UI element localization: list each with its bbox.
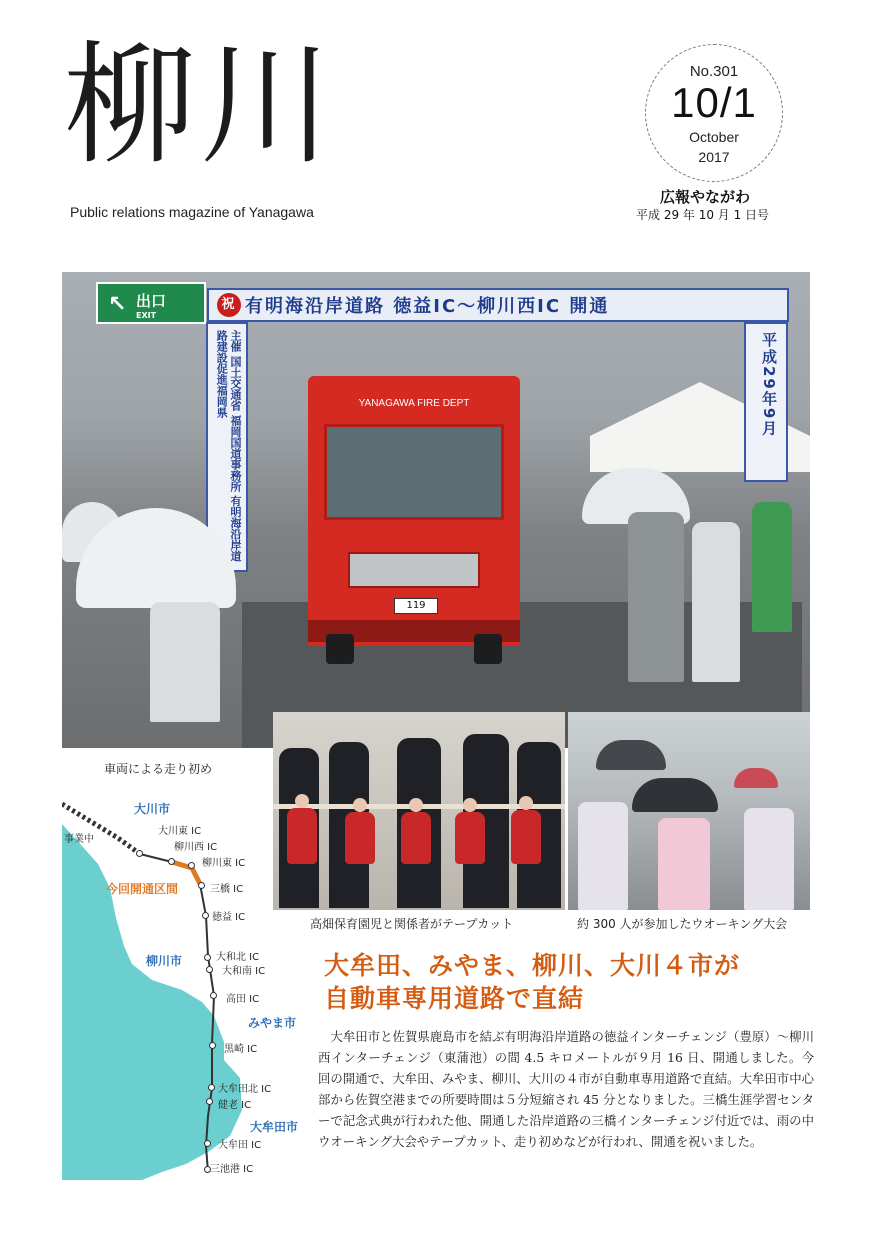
ic-label-yamato-minami: 大和南 IC (222, 966, 266, 977)
walker (658, 818, 710, 910)
ic-label-okawa-higashi: 大川東 IC (158, 826, 202, 837)
ic-marker (188, 862, 195, 869)
ic-label-miike-port: 三池港 IC (210, 1164, 254, 1175)
under-construction-label: 事業中 (64, 834, 94, 845)
ic-label-takada: 高田 IC (226, 994, 260, 1005)
umbrella (734, 768, 778, 788)
fire-truck-wheel (474, 634, 502, 664)
ic-marker (198, 882, 205, 889)
child-face (519, 796, 533, 810)
ic-marker (209, 1042, 216, 1049)
arch-text: 有明海沿岸道路 徳益IC～柳川西IC 開通 (245, 296, 610, 317)
walking-event-photo (568, 712, 810, 910)
celebration-mark: 祝 (217, 293, 241, 317)
ic-marker (206, 1098, 213, 1105)
ic-label-yanagawa-nishi: 柳川西 IC (174, 842, 218, 853)
ic-label-kurosaki: 黒崎 IC (224, 1044, 258, 1055)
arrow-up-left-icon: ↖ (108, 292, 127, 317)
ic-marker (206, 966, 213, 973)
arch-right-pillar: 平成29年9月 (744, 322, 788, 482)
fire-truck (308, 376, 520, 646)
headline-line-1: 大牟田、みやま、柳川、大川４市が (324, 951, 741, 980)
ic-marker (210, 992, 217, 999)
fire-truck-label: YANAGAWA FIRE DEPT (358, 398, 470, 409)
umbrella (632, 778, 718, 812)
child-face (409, 798, 423, 812)
ic-label-yanagawa-higashi: 柳川東 IC (202, 858, 246, 869)
article-body: 大牟田市と佐賀県鹿島市を結ぶ有明海沿岸道路の徳益インターチェンジ（豊原）～柳川西インターチェンジ（東蒲池）の間 4.5 キロメートルが９月 16 日、開通しました。今回の開通で、大牟田、みやま、柳川、大川の４市が自動車専用道路で直結。大牟田市中心部から佐賀空港までの所要時間は５分短縮され 45 分となりました。三橋生涯学習センターで記念式典が行われた他、開通した沿岸道路の三橋インターチェンジ付近では、雨の中ウオーキング大会やテープカット、走り初めなどが行われ、開通を祝いました。 (318, 1029, 814, 1149)
ic-label-yamato-kita: 大和北 IC (216, 952, 260, 963)
ic-label-omuta-kita: 大牟田北 IC (218, 1084, 272, 1095)
child-face (463, 798, 477, 812)
ic-marker (168, 858, 175, 865)
city-label-okawa: 大川市 (134, 802, 171, 816)
main-photo (62, 272, 810, 748)
route-map (62, 780, 306, 1180)
exit-sign-label: 出口 (136, 292, 167, 310)
headline-line-2: 自動車専用道路で直結 (324, 983, 585, 1013)
fire-truck-windshield (324, 424, 504, 520)
publication-date: 平成 29 年 10 月 1 日号 (636, 208, 770, 222)
city-label-omuta: 大牟田市 (250, 1120, 299, 1134)
ic-label-omuta: 大牟田 IC (218, 1140, 262, 1151)
walker (578, 802, 628, 910)
tape-cut-caption: 高畑保育園児と関係者がテープカット (310, 917, 514, 931)
spectator (692, 522, 740, 682)
tape-cut-photo (273, 712, 565, 910)
issue-number: No.301 (689, 63, 739, 80)
spectator (628, 512, 684, 682)
new-section-label: 今回開通区間 (106, 882, 179, 896)
ariake-sea (62, 824, 242, 1180)
child (345, 812, 375, 864)
walking-event-caption: 約 300 人が参加したウオーキング大会 (577, 917, 788, 931)
child (455, 812, 485, 864)
article-headline (324, 950, 814, 1015)
ic-label-kenro: 健老 IC (218, 1100, 252, 1111)
fire-truck-plate: 119 (394, 598, 438, 614)
main-photo-caption: 車両による走り初め (104, 762, 213, 776)
child (511, 810, 541, 864)
ic-marker (204, 954, 211, 961)
ic-label-mitsuhashi: 三橋 IC (210, 884, 244, 895)
issue-badge (645, 44, 783, 182)
fire-truck-grille (348, 552, 480, 588)
issue-month: October (689, 129, 739, 145)
umbrella (596, 740, 666, 770)
magazine-title: 柳川 (64, 29, 336, 183)
issue-date: 10/1 (671, 79, 757, 126)
spectator (150, 602, 220, 722)
exit-sign (96, 282, 206, 324)
exit-sign-sublabel: EXIT (136, 311, 157, 320)
opening-arch (207, 288, 789, 322)
magazine-subtitle: Public relations magazine of Yanagawa (70, 204, 314, 220)
ic-label-tokumasu: 徳益 IC (212, 912, 246, 923)
spectator (752, 502, 792, 632)
issue-year: 2017 (698, 149, 730, 165)
child (401, 812, 431, 864)
city-label-yanagawa: 柳川市 (146, 954, 183, 968)
city-label-miyama: みやま市 (248, 1016, 297, 1030)
ic-marker (208, 1084, 215, 1091)
publication-name: 広報やながわ (660, 188, 751, 206)
ic-marker (204, 1140, 211, 1147)
fire-truck-wheel (326, 634, 354, 664)
walker (744, 808, 794, 910)
ic-marker (136, 850, 143, 857)
ic-marker (202, 912, 209, 919)
child-face (353, 798, 367, 812)
arch-left-pillar: 主催 国土交通省 福岡国道事務所 有明海沿岸道路建設促進福岡県 (206, 322, 248, 572)
